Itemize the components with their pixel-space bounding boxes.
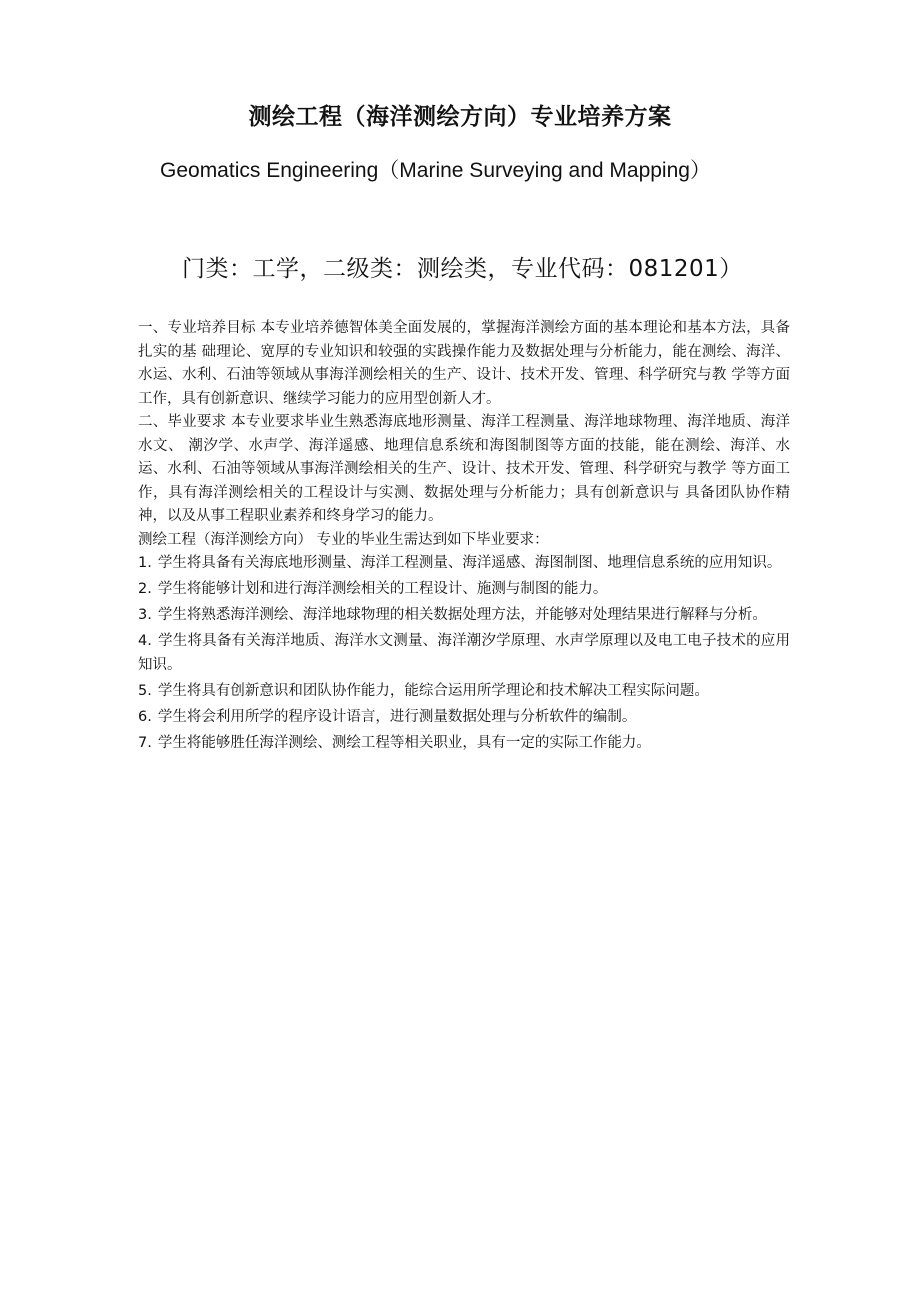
list-item-text: 学生将熟悉海洋测绘、海洋地球物理的相关数据处理方法，并能够对处理结果进行解释与分析。 <box>157 607 767 623</box>
category-line: 门类：工学，二级类：测绘类，专业代码：081201） <box>182 256 743 282</box>
list-item <box>138 630 790 677</box>
list-item-text: 学生将能够胜任海洋测绘、测绘工程等相关职业，具有一定的实际工作能力。 <box>157 734 651 751</box>
list-item <box>138 680 790 704</box>
list-item <box>138 552 790 576</box>
list-item-text: 学生将具备有关海底地形测量、海洋工程测量、海洋遥感、海图制图、地理信息系统的应用知识。 <box>157 555 782 571</box>
list-item <box>138 732 790 756</box>
requirements-intro: 测绘工程（海洋测绘方向） 专业的毕业生需达到如下毕业要求： <box>138 531 549 548</box>
list-item-text: 学生将能够计划和进行海洋测绘相关的工程设计、施测与制图的能力。 <box>157 581 608 597</box>
list-item-number: 6. <box>138 708 152 725</box>
section-training-goal: 一、专业培养目标 本专业培养德智体美全面发展的，掌握海洋测绘方面的基本理论和基本方法，具备扎实的基 础理论、宽厚的专业知识和较强的实践操作能力及数据处理与分析能力，能在测绘、海洋、 水运、水利、石油等领域从事海洋测绘相关的生产、设计、技术开发、管理、科学研究与教 学等方面工作，具有创新意识、继续学习能力的应用型创新人才。 <box>138 320 790 407</box>
english-subtitle: Geomatics Engineering（Marine Surveying and Mapping） <box>160 159 711 182</box>
section-graduation-requirements: 二、毕业要求 本专业要求毕业生熟悉海底地形测量、海洋工程测量、海洋地球物理、海洋地质、海洋水文、 潮汐学、水声学、海洋遥感、地理信息系统和海图制图等方面的技能，能在测绘、海洋、水 运、水利、石油等领域从事海洋测绘相关的生产、设计、技术开发、管理、科学研究与教学 等方面工作，具有海洋测绘相关的工程设计与实测、数据处理与分析能力；具有创新意识与 具备团队协作精神，以及从事工程职业素养和终身学习的能力。 <box>138 414 790 524</box>
list-item-number: 1. <box>138 555 152 571</box>
list-item-number: 4. <box>138 633 152 649</box>
page-title: 测绘工程（海洋测绘方向）专业培养方案 <box>248 104 672 130</box>
list-item-number: 2. <box>138 581 152 597</box>
list-item <box>138 578 790 602</box>
list-item <box>138 706 790 730</box>
list-item-number: 3. <box>138 607 152 623</box>
list-item-text: 学生将具有创新意识和团队协作能力，能综合运用所学理论和技术解决工程实际问题。 <box>157 682 709 699</box>
list-item-number: 7. <box>138 734 152 751</box>
list-item-text: 学生将会利用所学的程序设计语言，进行测量数据处理与分析软件的编制。 <box>157 708 637 725</box>
list-item-number: 5. <box>138 682 152 699</box>
list-item-text: 学生将具备有关海洋地质、海洋水文测量、海洋潮汐学原理、水声学原理以及电工电子技术的应用知识。 <box>138 633 790 673</box>
document-body <box>138 317 790 758</box>
requirements-list <box>138 552 790 755</box>
list-item <box>138 604 790 628</box>
